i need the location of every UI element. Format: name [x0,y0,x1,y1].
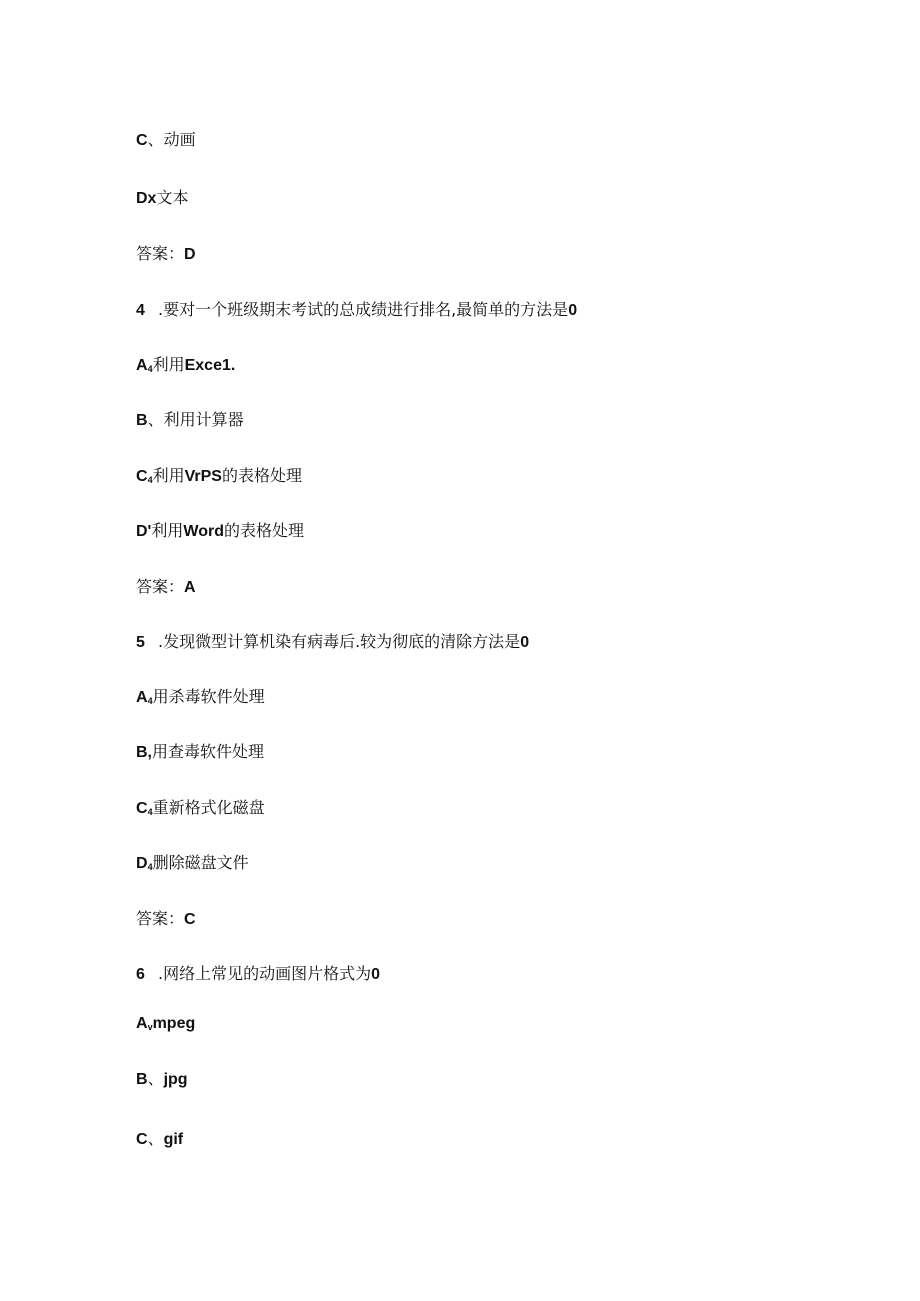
option-latin-text: gif [163,1131,184,1148]
option-letter: Dx [136,190,157,207]
option-text: 重新格式化磁盘 [152,798,265,817]
option-letter: A [136,689,148,706]
answer-line [136,577,196,598]
question-number: 6 [136,966,145,983]
separator: 、 [147,130,164,149]
answer-label: 答案： [136,244,185,263]
question-suffix: 0 [520,634,530,651]
option-text: 利用计算器 [163,410,244,429]
option-letter: B [136,412,148,429]
option-subscript: v [147,1022,153,1032]
question-number: 4 [136,302,145,319]
question-text: .发现微型计算机染有病毒后.较为彻底的清除方法是 [158,632,521,651]
question-6 [136,964,380,985]
option-subscript: 4 [147,696,153,706]
question-text: .要对一个班级期末考试的总成绩进行排名,最简单的方法是 [158,300,569,319]
option-letter: D' [136,523,152,540]
option-letter: C [136,1131,148,1148]
option-text-tail: 的表格处理 [221,466,302,485]
option-b-line [136,410,244,431]
option-text-tail: 的表格处理 [223,521,304,540]
option-letter: A [136,1015,148,1032]
option-text: 动画 [163,130,196,149]
answer-label: 答案： [136,577,185,596]
option-a-line [136,355,235,379]
option-letter: C [136,132,148,149]
option-c-line [136,466,302,490]
option-letter: B, [136,744,152,761]
option-subscript: 4 [147,475,153,485]
option-latin-text: jpg [163,1071,188,1088]
question-5 [136,632,529,653]
question-4 [136,300,577,321]
answer-value: C [184,911,196,928]
answer-value: D [184,246,196,263]
option-text: 删除磁盘文件 [152,853,249,872]
option-letter: C [136,800,148,817]
option-text: 利用 [152,466,185,485]
option-b-line [136,1069,188,1090]
option-a-line [136,687,265,711]
option-letter: C [136,468,148,485]
question-text: .网络上常见的动画图片格式为 [158,964,372,983]
option-c-line [136,130,196,151]
option-latin-text: VrPS [184,468,222,485]
option-letter: B [136,1071,148,1088]
option-text: 用查毒软件处理 [152,742,265,761]
question-number: 5 [136,634,145,651]
option-latin-text: Word [183,523,224,540]
answer-line [136,244,196,265]
option-text: 利用 [152,355,185,374]
option-subscript: 4 [147,862,153,872]
option-letter: A [136,357,148,374]
option-c-line [136,1129,183,1150]
answer-label: 答案： [136,909,185,928]
option-text: 利用 [151,521,184,540]
option-subscript: 4 [147,807,153,817]
option-d-line [136,188,188,209]
option-b-line [136,742,264,763]
option-letter: D [136,855,148,872]
answer-line [136,909,196,930]
option-d-line [136,521,304,542]
separator: 、 [147,410,164,429]
option-text: 用杀毒软件处理 [152,687,265,706]
option-subscript: 4 [147,364,153,374]
option-text: 文本 [156,188,189,207]
answer-value: A [184,579,196,596]
option-latin-text: Exce1. [184,357,236,374]
question-suffix: 0 [371,966,380,983]
option-d-line [136,853,249,877]
separator: 、 [147,1069,164,1088]
separator: 、 [147,1129,164,1148]
question-suffix: 0 [568,302,578,319]
option-c-line [136,798,265,822]
option-a-line [136,1013,195,1037]
option-latin-text: mpeg [152,1015,196,1032]
